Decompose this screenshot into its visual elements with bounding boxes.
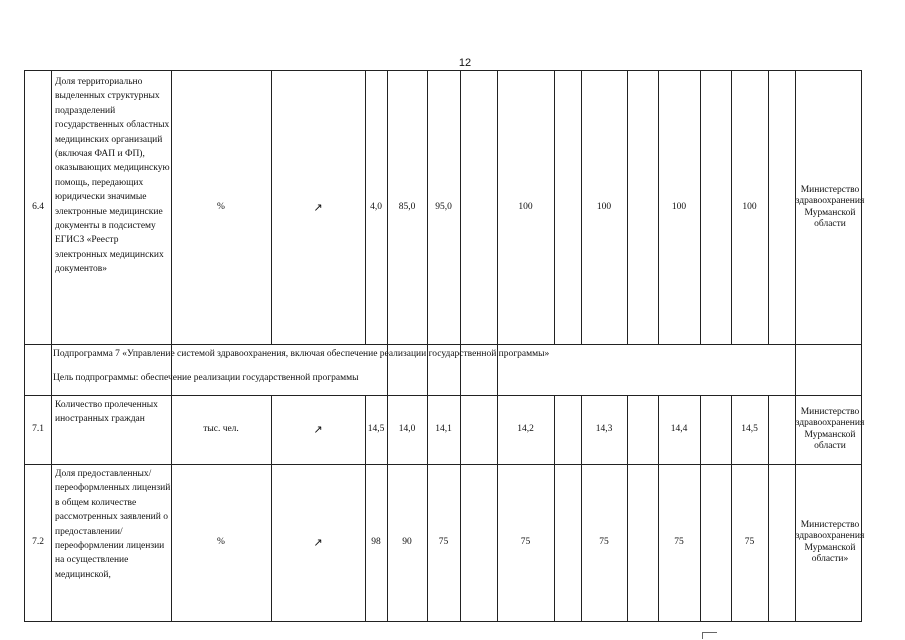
trend-up-icon: ↗: [313, 535, 323, 549]
page-number: 12: [458, 57, 472, 69]
responsible-cell: Министерство здравоохранения Мурманской области: [795, 184, 865, 229]
value-cell: 85,0: [398, 201, 416, 212]
unit-cell: %: [217, 201, 225, 212]
trend-up-icon: ↗: [313, 422, 323, 436]
value-cell: 100: [518, 201, 533, 212]
subprogram-goal: Цель подпрограммы: обеспечение реализации государственной программы: [53, 373, 359, 383]
value-cell: 14,5: [367, 423, 385, 434]
value-cell: 14,5: [741, 423, 758, 434]
unit-cell: %: [217, 536, 225, 547]
scan-artifact: [702, 632, 717, 639]
value-cell: 14,1: [435, 423, 452, 434]
value-cell: 75: [438, 536, 449, 547]
value-cell: 98: [371, 536, 381, 547]
subprogram-title: Подпрограмма 7 «Управление системой здравоохранения, включая обеспечение реализации государственной программы»: [53, 349, 550, 359]
value-cell: 100: [596, 201, 612, 212]
row-number: 7.2: [32, 536, 44, 547]
indicator-name: Количество пролеченных иностранных граждан: [55, 400, 158, 425]
indicators-table: [24, 70, 865, 622]
value-cell: 75: [744, 536, 755, 547]
unit-cell: тыс. чел.: [203, 423, 239, 434]
value-cell: 100: [742, 201, 757, 212]
value-cell: 100: [671, 201, 687, 212]
indicator-name: Доля территориально выделенных структурных подразделений государственных областных медицинских организаций (включая ФАП и ФП), оказывающих медицинскую помощь, передающих юридически значимые электронные медицинские документы в подсистему ЕГИСЗ «Реестр электронных медицинских документов»: [55, 77, 170, 275]
row-number: 6.4: [32, 201, 44, 212]
value-cell: 14,3: [595, 423, 613, 434]
value-cell: 75: [674, 536, 684, 547]
row-number: 7.1: [32, 423, 44, 434]
value-cell: 4,0: [370, 201, 382, 212]
value-cell: 14,2: [517, 423, 534, 434]
value-cell: 95,0: [435, 201, 452, 212]
value-cell: 14,4: [670, 423, 688, 434]
responsible-cell: Министерство здравоохранения Мурманской области»: [795, 519, 865, 564]
trend-up-icon: ↗: [313, 200, 323, 214]
value-cell: 90: [402, 536, 412, 547]
responsible-cell: Министерство здравоохранения Мурманской области: [795, 406, 865, 451]
indicator-name: Доля предоставленных/ переоформленных лицензий в общем количестве рассмотренных заявлений о предоставлении/ переоформлении лицензии на осуществление медицинской,: [55, 469, 171, 580]
value-cell: 14,0: [398, 423, 416, 434]
value-cell: 75: [520, 536, 531, 547]
value-cell: 75: [599, 536, 609, 547]
